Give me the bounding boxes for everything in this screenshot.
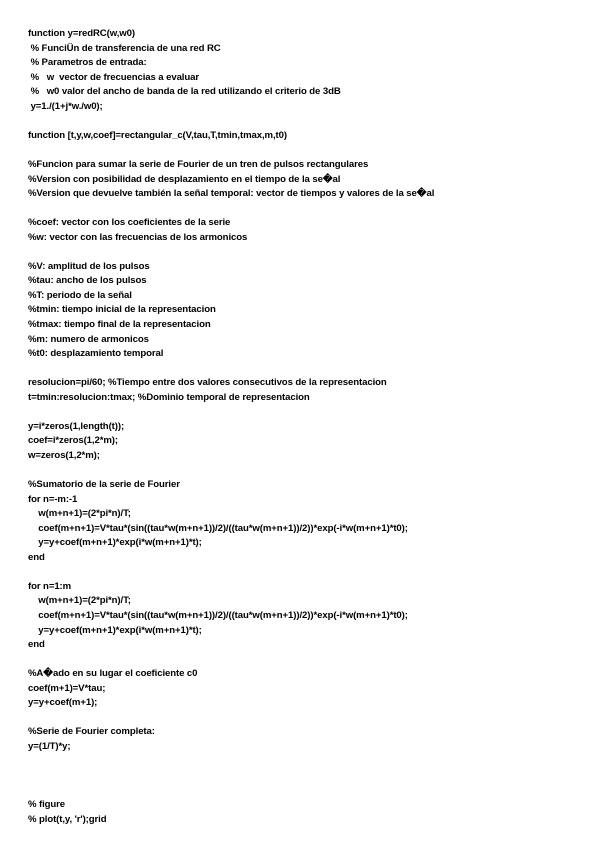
code-line: % w vector de frecuencias a evaluar	[28, 71, 200, 83]
code-line: % w0 valor del ancho de banda de la red utilizando el criterio de 3dB	[28, 86, 341, 98]
code-line: y=i*zeros(1,length(t));	[28, 420, 125, 432]
code-line: y=1./(1+j*w./w0);	[28, 100, 103, 112]
code-line: %tmax: tiempo final de la representacion	[28, 319, 211, 330]
code-line: %t0: desplazamiento temporal	[28, 348, 164, 360]
code-line: coef(m+n+1)=V*tau*(sin((tau*w(m+n+1))/2)/((tau*w(m+n+1))/2))*exp(-i*w(m+n+1)*t0);	[28, 522, 408, 534]
code-line: end	[28, 639, 45, 651]
code-line: w(m+n+1)=(2*pi*n)/T;	[28, 595, 131, 607]
code-line: y=y+coef(m+1);	[28, 697, 98, 709]
code-line: function [t,y,w,coef]=rectangular_c(V,tau,T,tmin,tmax,m,t0)	[28, 129, 287, 141]
code-line: % Parametros de entrada:	[28, 57, 147, 69]
code-line: t=tmin:resolucion:tmax; %Dominio temporal de representacion	[28, 391, 310, 403]
code-line: % figure	[28, 799, 66, 811]
code-line: coef(m+1)=V*tau;	[28, 682, 106, 694]
code-line: y=(1/T)*y;	[28, 740, 71, 752]
code-line: y=y+coef(m+n+1)*exp(i*w(m+n+1)*t);	[28, 537, 202, 549]
code-line: y=y+coef(m+n+1)*exp(i*w(m+n+1)*t);	[28, 624, 202, 636]
code-line: for n=1:m	[28, 580, 72, 592]
code-line: %w: vector con las frecuencias de los armonicos	[28, 231, 248, 243]
code-line: coef(m+n+1)=V*tau*(sin((tau*w(m+n+1))/2)/((tau*w(m+n+1))/2))*exp(-i*w(m+n+1)*t0);	[28, 610, 408, 621]
code-line: %m: numero de armonicos	[28, 333, 149, 345]
code-line: %Sumatorio de la serie de Fourier	[28, 479, 180, 491]
code-line: % FunciÜn de transferencia de una red RC	[28, 42, 221, 54]
code-line: coef=i*zeros(1,2*m);	[28, 435, 118, 447]
code-line: %T: periodo de la señal	[28, 289, 132, 301]
code-line: %tmin: tiempo inicial de la representacion	[28, 304, 216, 316]
code-line: %A�ado en su lugar el coeficiente c0	[28, 668, 198, 680]
code-line: %Version con posibilidad de desplazamiento en el tiempo de la se�al	[28, 173, 341, 185]
code-line: resolucion=pi/60; %Tiempo entre dos valores consecutivos de la representacion	[28, 377, 387, 389]
code-line: % plot(t,y, 'r');grid	[28, 813, 107, 825]
code-line: function y=redRC(w,w0)	[28, 28, 135, 39]
code-line: %V: amplitud de los pulsos	[28, 260, 150, 272]
code-line: for n=-m:-1	[28, 493, 78, 505]
code-line: w=zeros(1,2*m);	[28, 449, 100, 461]
code-line: %Version que devuelve también la señal temporal: vector de tiempos y valores de la se�al	[28, 188, 435, 200]
code-line: %Funcion para sumar la serie de Fourier de un tren de pulsos rectangulares	[28, 158, 369, 170]
code-line: %tau: ancho de los pulsos	[28, 275, 147, 287]
code-line: end	[28, 551, 45, 563]
code-line: %Serie de Fourier completa:	[28, 726, 155, 738]
code-line: %coef: vector con los coeficientes de la serie	[28, 217, 231, 229]
code-line: w(m+n+1)=(2*pi*n)/T;	[28, 508, 131, 520]
